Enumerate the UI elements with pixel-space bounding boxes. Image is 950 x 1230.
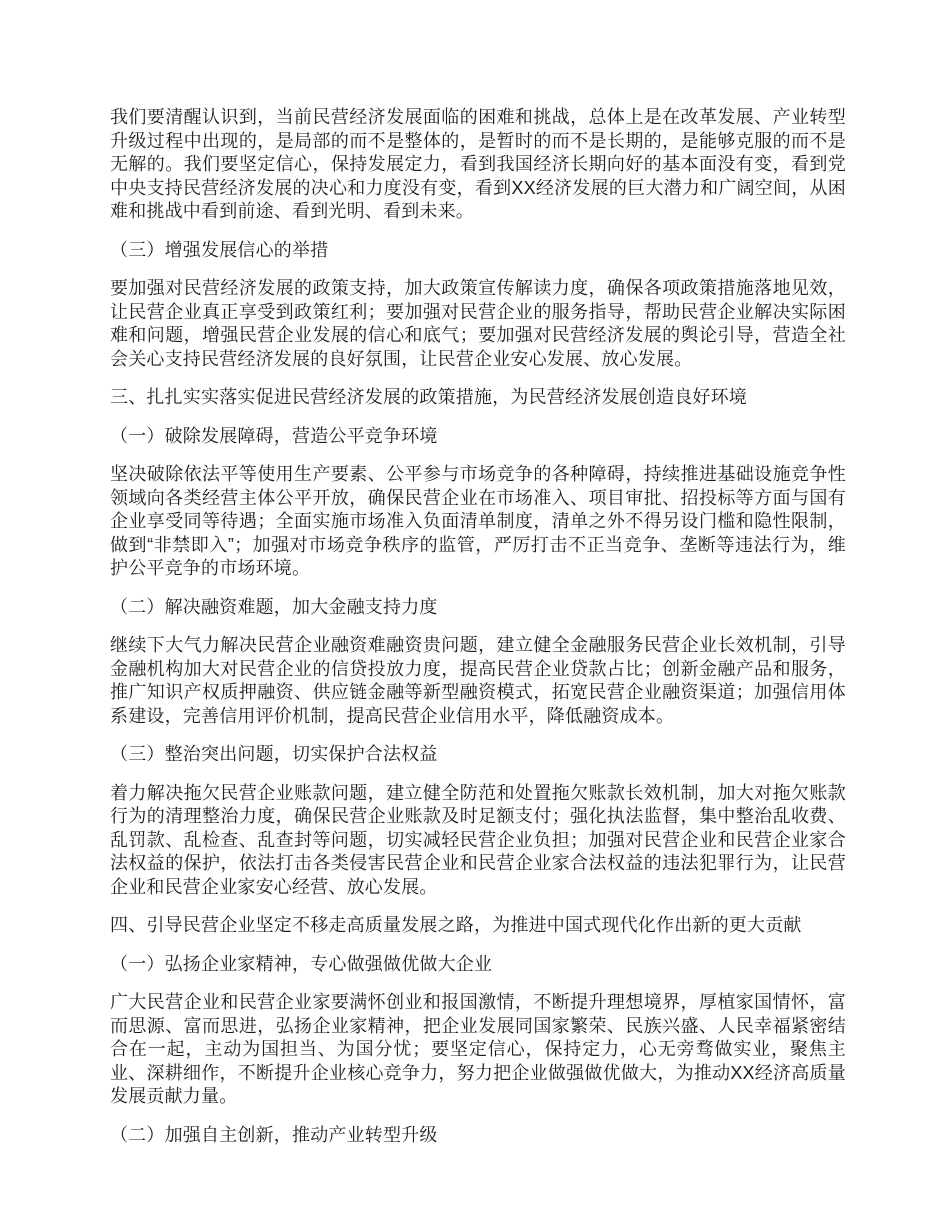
section-heading: （一）破除发展障碍，营造公平竞争环境	[110, 425, 438, 446]
body-paragraph: 继续下大气力解决民营企业融资难融资贵问题，建立健全金融服务民营企业长效机制，引导金融机构加大对民营企业的信贷投放力度，提高民营企业贷款占比；创新金融产品和服务，推广知识产权质押融资、供应链金融等新型融资模式，拓宽民营企业融资渠道；加强信用体系建设，完善信用评价机制，提高民营企业信用水平，降低融资成本。	[110, 635, 846, 726]
body-paragraph: 要加强对民营经济发展的政策支持，加大政策宣传解读力度，确保各项政策措施落地见效，让民营企业真正享受到政策红利；要加强对民营企业的服务指导，帮助民营企业解决实际困难和问题，增强民营企业发展的信心和底气；要加强对民营经济发展的舆论引导，营造全社会关心支持民营经济发展的良好氛围，让民营企业安心发展、放心发展。	[110, 278, 846, 369]
body-paragraph: 坚决破除依法平等使用生产要素、公平参与市场竞争的各种障碍，持续推进基础设施竞争性领域向各类经营主体公平开放，确保民营企业在市场准入、项目审批、招投标等方面与国有企业享受同等待遇；全面实施市场准入负面清单制度，清单之外不得另设门槛和隐性限制，做到“非禁即入”；加强对市场竞争秩序的监管，严厉打击不正当竞争、垄断等违法行为，维护公平竞争的市场环境。	[110, 464, 846, 578]
section-heading: （二）加强自主创新，推动产业转型升级	[110, 1124, 438, 1145]
document-content	[110, 106, 846, 1147]
section-heading: （三）增强发展信心的举措	[110, 239, 329, 260]
body-paragraph: 我们要清醒认识到，当前民营经济发展面临的困难和挑战，总体上是在改革发展、产业转型升级过程中出现的，是局部的而不是整体的，是暂时的而不是长期的，是能够克服的而不是无解的。我们要坚定信心，保持发展定力，看到我国经济长期向好的基本面没有变，看到党中央支持民营经济发展的决心和力度没有变，看到XX经济发展的巨大潜力和广阔空间，从困难和挑战中看到前途、看到光明、看到未来。	[110, 107, 846, 221]
section-heading: （一）弘扬企业家精神，专心做强做优做大企业	[110, 953, 493, 974]
body-paragraph: 广大民营企业和民营企业家要满怀创业和报国激情，不断提升理想境界，厚植家国情怀，富而思源、富而思进，弘扬企业家精神，把企业发展同国家繁荣、民族兴盛、人民幸福紧密结合在一起，主动为国担当、为国分忧；要坚定信心，保持定力，心无旁骛做实业，聚焦主业、深耕细作，不断提升企业核心竞争力，努力把企业做强做优做大，为推动XX经济高质量发展贡献力量。	[110, 992, 846, 1106]
section-heading: 三、扎扎实实落实促进民营经济发展的政策措施，为民营经济发展创造良好环境	[110, 387, 747, 407]
body-paragraph: 着力解决拖欠民营企业账款问题，建立健全防范和处置拖欠账款长效机制，加大对拖欠账款行为的清理整治力度，确保民营企业账款及时足额支付；强化执法监督，集中整治乱收费、乱罚款、乱检查、乱查封等问题，切实减轻民营企业负担；加强对民营企业和民营企业家合法权益的保护，依法打击各类侵害民营企业和民营企业家合法权益的违法犯罪行为，让民营企业和民营企业家安心经营、放心发展。	[110, 782, 846, 897]
section-heading: （二）解决融资难题，加大金融支持力度	[110, 596, 438, 617]
section-heading: 四、引导民营企业坚定不移走高质量发展之路，为推进中国式现代化作出新的更大贡献	[110, 915, 802, 935]
section-heading: （三）整治突出问题，切实保护合法权益	[110, 744, 438, 764]
